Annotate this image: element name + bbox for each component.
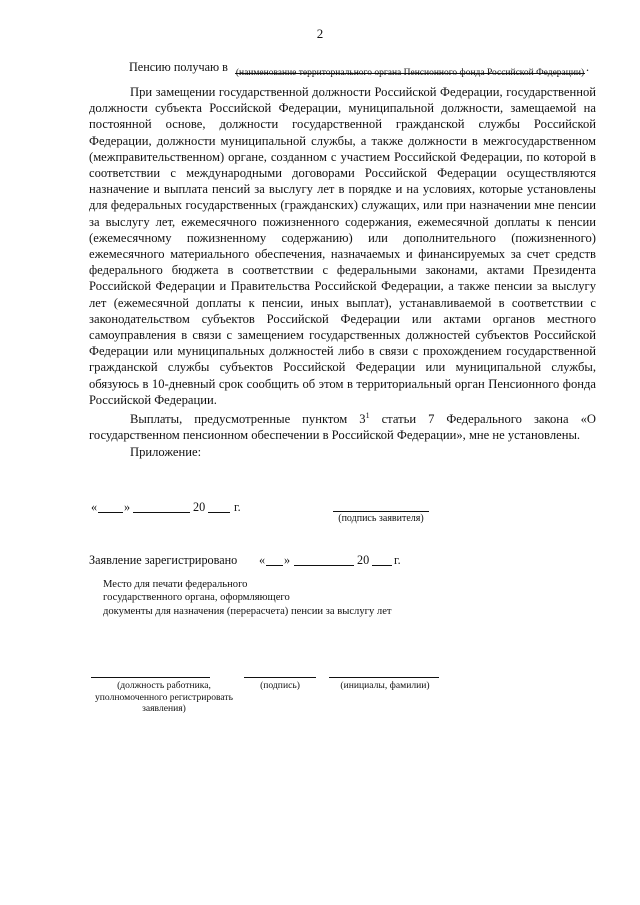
registration-label: Заявление зарегистрировано xyxy=(89,553,238,567)
applicant-signature-caption: (подпись заявителя) xyxy=(338,513,424,524)
registration-year-suffix: г. xyxy=(394,553,401,567)
applicant-signature-line[interactable] xyxy=(333,511,429,512)
official-position-caption xyxy=(89,680,239,715)
position-caption-line: уполномоченного регистрировать xyxy=(95,691,233,703)
declaration-body xyxy=(89,84,596,460)
stamp-note-line: документы для назначения (перерасчета) пенсии за выслугу лет xyxy=(103,605,392,617)
position-caption-line: (должность работника, xyxy=(117,680,211,691)
applicant-date-close-quote: » xyxy=(124,500,131,514)
payments-paragraph xyxy=(89,408,596,444)
pension-line-end: . xyxy=(586,60,590,74)
official-name-caption: (инициалы, фамилии) xyxy=(340,680,430,691)
pension-label: Пенсию получаю в xyxy=(129,60,228,74)
declaration-paragraph: При замещении государственной должности Российской Федерации, государственной должности субъекта Российской Федерации, муниципальной должности, замещаемой на постоянной основе, должности государственной гражданской службы Российской Федерации, должности муниципальной службы, а также должности в межгосударственном (межправительственном) органе, созданном с участием Российской Федерации, по которой в соответствии с международными договорами Российской Федерации осуществляются назначение и выплата пенсий за выслугу лет в порядке и на условиях, которые установлены для федеральных государственных (гражданских) служащих, или при назначении мне пенсии за выслугу лет, ежемесячного пожизненного содержания, ежемесячной доплаты к пенсии (ежемесячному пожизненному содержанию) или дополнительного (пожизненного) ежемесячного материального обеспечения, назначаемых и финансируемых за счет средств федерального бюджета в соответствии с федеральными законами, актами Президента Российской Федерации и Правительства Российской Федерации, а также пенсии за выслугу лет (ежемесячной доплаты к пенсии, иных выплат), устанавливаемой в соответствии с законодательством субъектов Российской Федерации или актами органов местного самоуправления в связи с замещением государственных должностей субъектов Российской Федерации или муниципальных должностей либо в связи с прохождением государственной гражданской службы субъектов Российской Федерации или муниципальной службы, обязуюсь в 10-дневный срок сообщить об этом в территориальный орган Пенсионного фонда Российской Федерации. xyxy=(89,85,596,407)
applicant-year-prefix: 20 xyxy=(193,500,206,514)
applicant-year-suffix: г. xyxy=(234,500,241,514)
registration-year-field[interactable] xyxy=(372,565,392,566)
applicant-month-field[interactable] xyxy=(133,512,190,513)
page-number: 2 xyxy=(316,26,324,41)
official-signature-line[interactable] xyxy=(244,677,316,678)
attachment-label: Приложение: xyxy=(130,444,202,459)
stamp-place-note xyxy=(103,578,392,618)
applicant-day-field[interactable] xyxy=(98,512,123,513)
official-position-line[interactable] xyxy=(91,677,210,678)
registration-close-quote: » xyxy=(284,553,291,567)
position-caption-line: заявления) xyxy=(142,703,186,715)
official-signature-caption: (подпись) xyxy=(260,680,300,691)
registration-day-field[interactable] xyxy=(266,565,283,566)
registration-open-quote: « xyxy=(259,553,266,567)
payments-text-end: статьи 7 Федерального закона «О государственном пенсионном обеспечении в Российской Федерации», мне не установлены. xyxy=(89,412,596,443)
stamp-note-line: Место для печати федерального xyxy=(103,579,248,590)
pension-office-caption: (наименование территориального органа Пенсионного фонда Российской Федерации) xyxy=(235,68,585,78)
registration-year-prefix: 20 xyxy=(357,553,370,567)
stamp-note-line: государственного органа, оформляющего xyxy=(103,592,290,604)
applicant-date-open-quote: « xyxy=(91,500,98,514)
official-name-line[interactable] xyxy=(329,677,439,678)
registration-month-field[interactable] xyxy=(294,565,354,566)
payments-text-start: Выплаты, предусмотренные пунктом 3 xyxy=(130,412,366,427)
payments-superscript: 1 xyxy=(365,411,370,421)
applicant-year-field[interactable] xyxy=(208,512,230,513)
